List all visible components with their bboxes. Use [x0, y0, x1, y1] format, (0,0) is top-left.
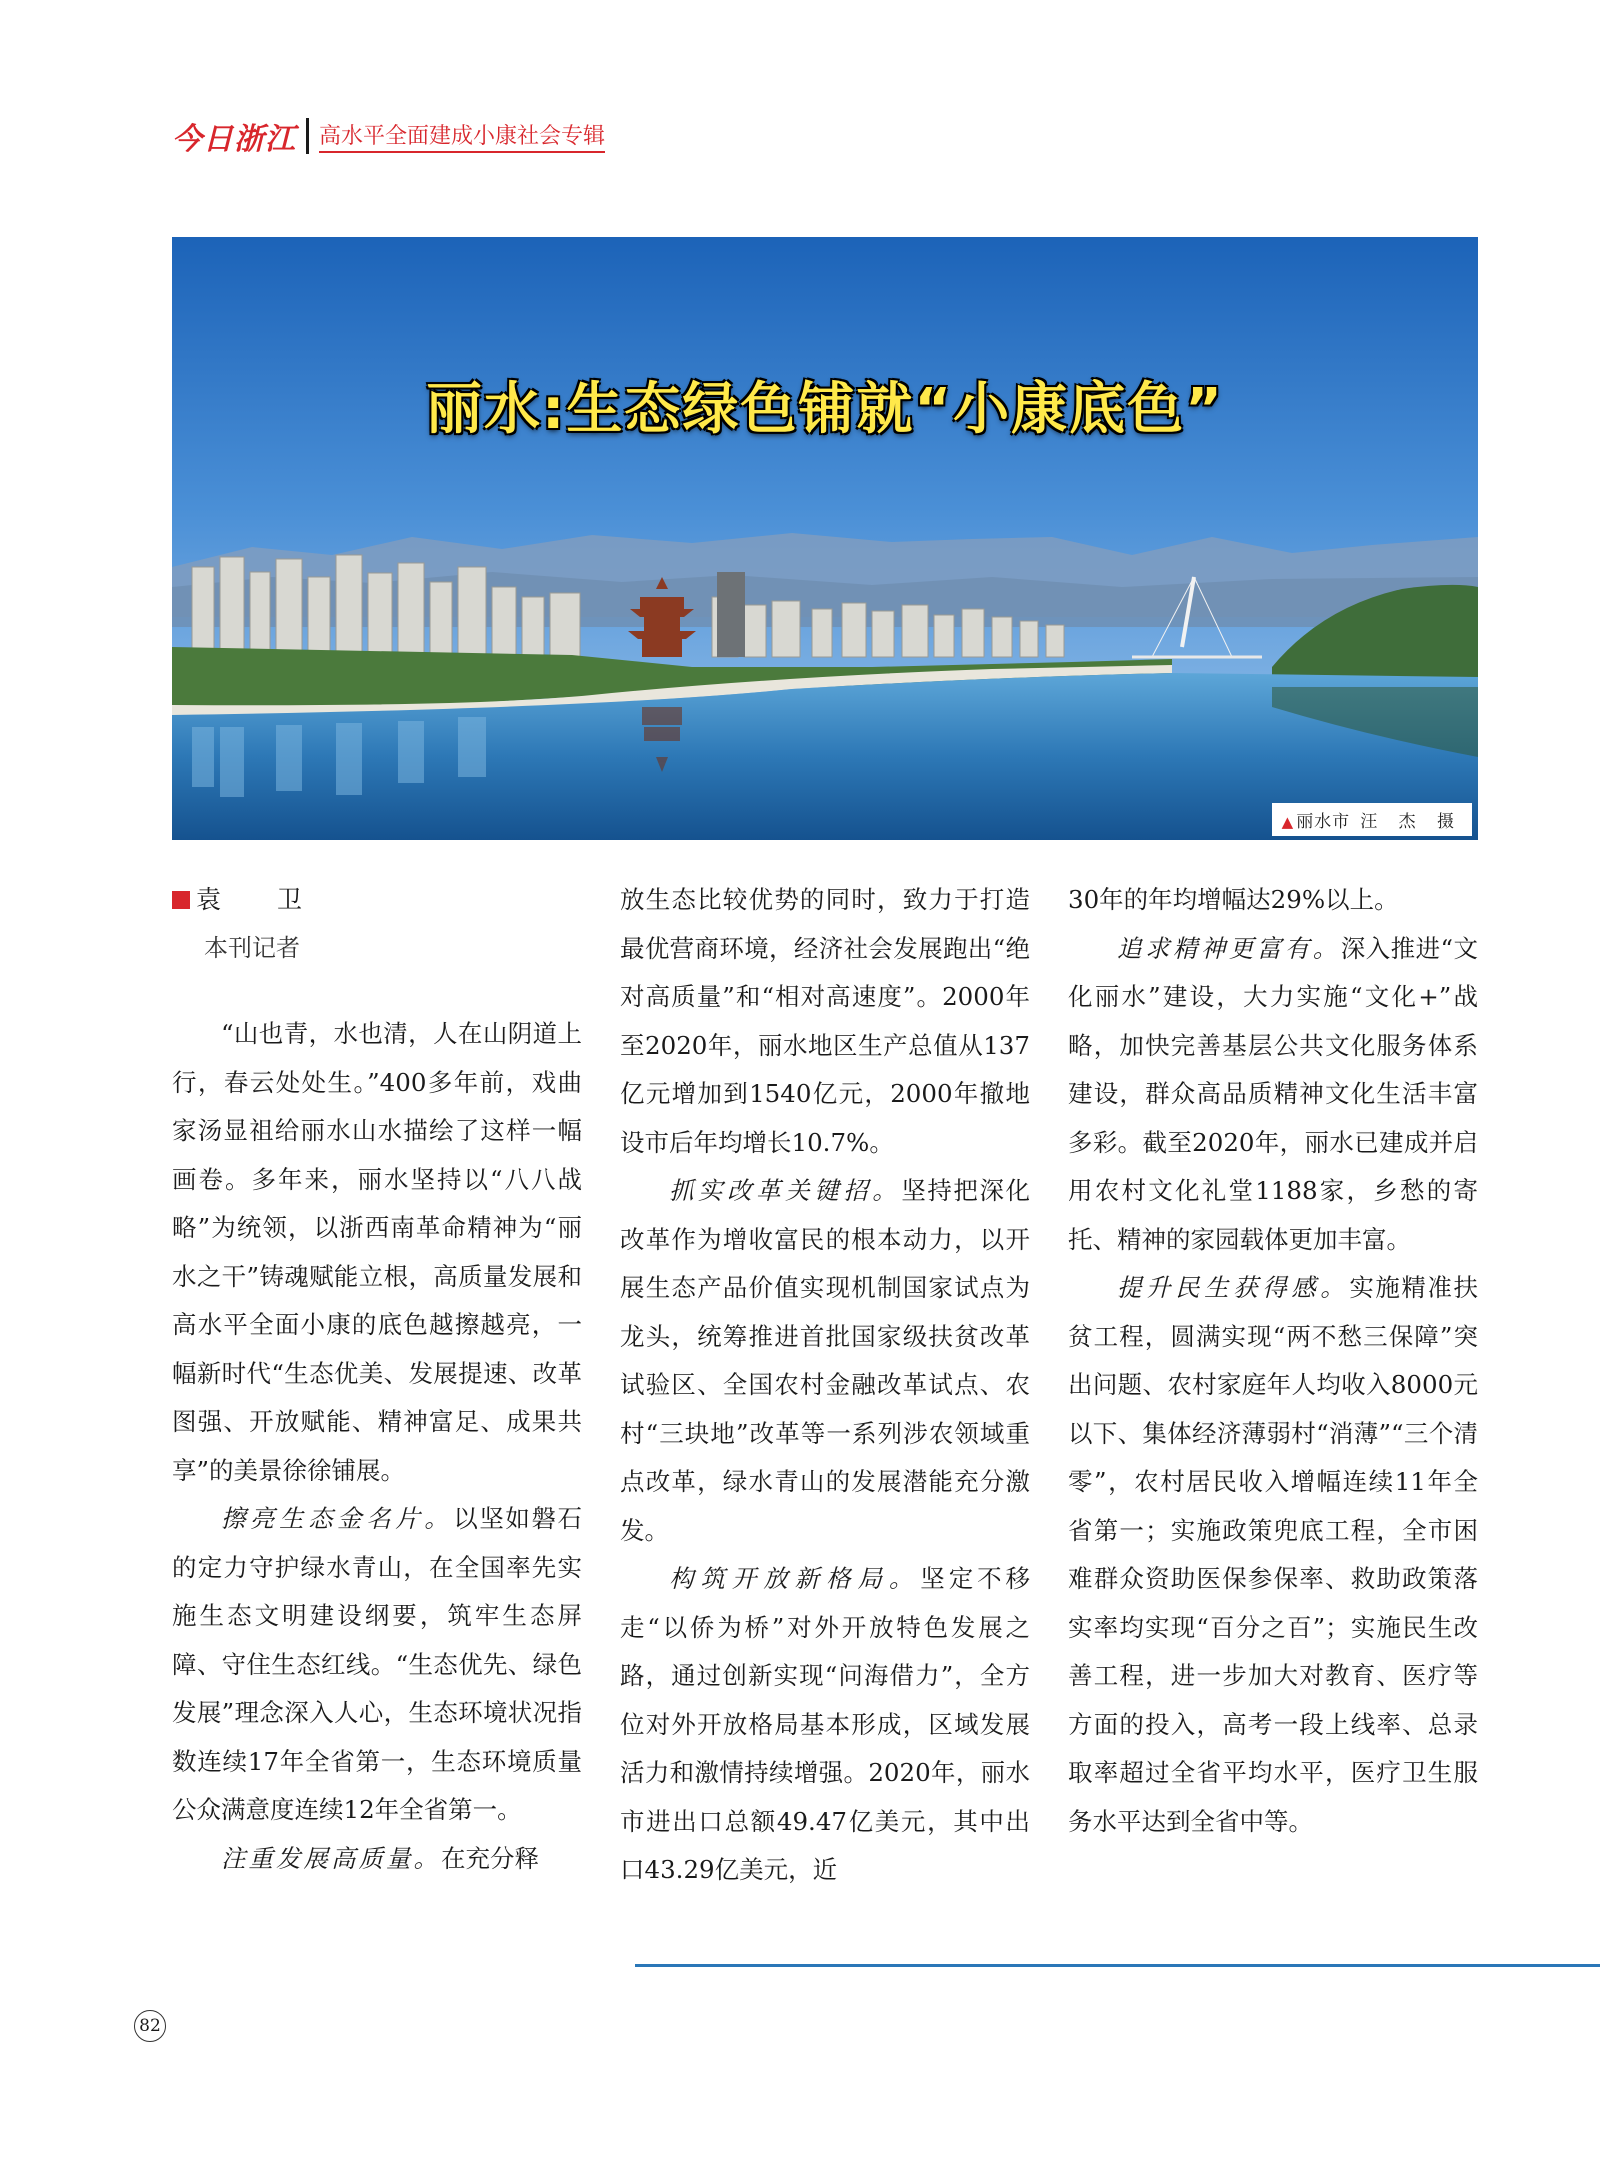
caption-place: 丽水市 — [1296, 812, 1351, 832]
article-column-3 — [1068, 876, 1478, 1846]
red-square-icon — [172, 891, 190, 909]
paragraph: 抓实改革关键招。坚持把深化改革作为增收富民的根本动力，以开展生态产品价值实现机制国家试点为龙头，统筹推进首批国家级扶贫改革试验区、全国农村金融改革试点、农村“三块地”改革等一系列涉农领域重点改革，绿水青山的发展潜能充分激发。 — [620, 1176, 1031, 1545]
article-column-2 — [620, 876, 1030, 1895]
header-divider — [306, 118, 309, 154]
paragraph: 追求精神更富有。深入推进“文化丽水”建设，大力实施“文化+”战略，加快完善基层公共文化服务体系建设，群众高品质精神文化生活丰富多彩。截至2020年，丽水已建成并启用农村文化礼堂1188家，乡愁的寄托、精神的家园载体更加丰富。 — [1068, 933, 1479, 1254]
caption-photographer: 汪 杰 摄 — [1360, 812, 1462, 832]
paragraph: 提升民生获得感。实施精准扶贫工程，圆满实现“两不愁三保障”突出问题、农村家庭年人均收入8000元以下、集体经济薄弱村“消薄”“三个清零”，农村居民收入增幅连续11年全省第一；实施政策兜底工程，全市困难群众资助医保参保率、救助政策落实率均实现“百分之百”；实施民生改善工程，进一步加大对教育、医疗等方面的投入，高考一段上线率、总录取率超过全省平均水平，医疗卫生服务水平达到全省中等。 — [1068, 1273, 1479, 1836]
photo-caption — [1272, 803, 1472, 836]
magazine-header — [172, 118, 606, 157]
caption-triangle-icon: ▲ — [1281, 813, 1295, 831]
page-number: 82 — [134, 2010, 166, 2042]
article-title: 丽水:生态绿色铺就“小康底色” — [425, 377, 1224, 442]
author-name: 袁 卫 — [172, 876, 582, 924]
paragraph: 注重发展高质量。在充分释 — [221, 1843, 539, 1873]
paragraph: 构筑开放新格局。坚定不移走“以侨为桥”对外开放特色发展之路，通过创新实现“问海借力”，全方位对外开放格局基本形成，区域发展活力和激情持续增强。2020年，丽水市进出口总额49.47亿美元，其中出口43.29亿美元，近 — [620, 1564, 1031, 1884]
magazine-logo: 今日浙江 — [172, 122, 296, 157]
paragraph: “山也青，水也清，人在山阴道上行，春云处处生。”400多年前，戏曲家汤显祖给丽水山水描绘了这样一幅画卷。多年来，丽水坚持以“八八战略”为统领，以浙西南革命精神为“丽水之干”铸魂赋能立根，高质量发展和高水平全面小康的底色越擦越亮，一幅新时代“生态优美、发展提速、改革图强、开放赋能、精神富足、成果共享”的美景徐徐铺展。 — [172, 1019, 582, 1485]
city-river-photo — [172, 237, 1478, 840]
paragraph: 30年的年均增幅达29%以上。 — [1068, 885, 1399, 914]
author-role: 本刊记者 — [204, 934, 300, 962]
section-title: 高水平全面建成小康社会专辑 — [319, 119, 605, 153]
byline — [172, 876, 582, 972]
paragraph: 放生态比较优势的同时，致力于打造最优营商环境，经济社会发展跑出“绝对高质量”和“相对高速度”。2000年至2020年，丽水地区生产总值从137亿元增加到1540亿元，2000年撤地设市后年均增长10.7%。 — [620, 885, 1030, 1157]
paragraph: 擦亮生态金名片。以坚如磐石的定力守护绿水青山，在全国率先实施生态文明建设纲要，筑牢生态屏障、守住生态红线。“生态优先、绿色发展”理念深入人心，生态环境状况指数连续17年全省第一，生态环境质量公众满意度连续12年全省第一。 — [172, 1504, 583, 1824]
hero-photo — [172, 237, 1478, 840]
footer-rule — [635, 1964, 1600, 1967]
